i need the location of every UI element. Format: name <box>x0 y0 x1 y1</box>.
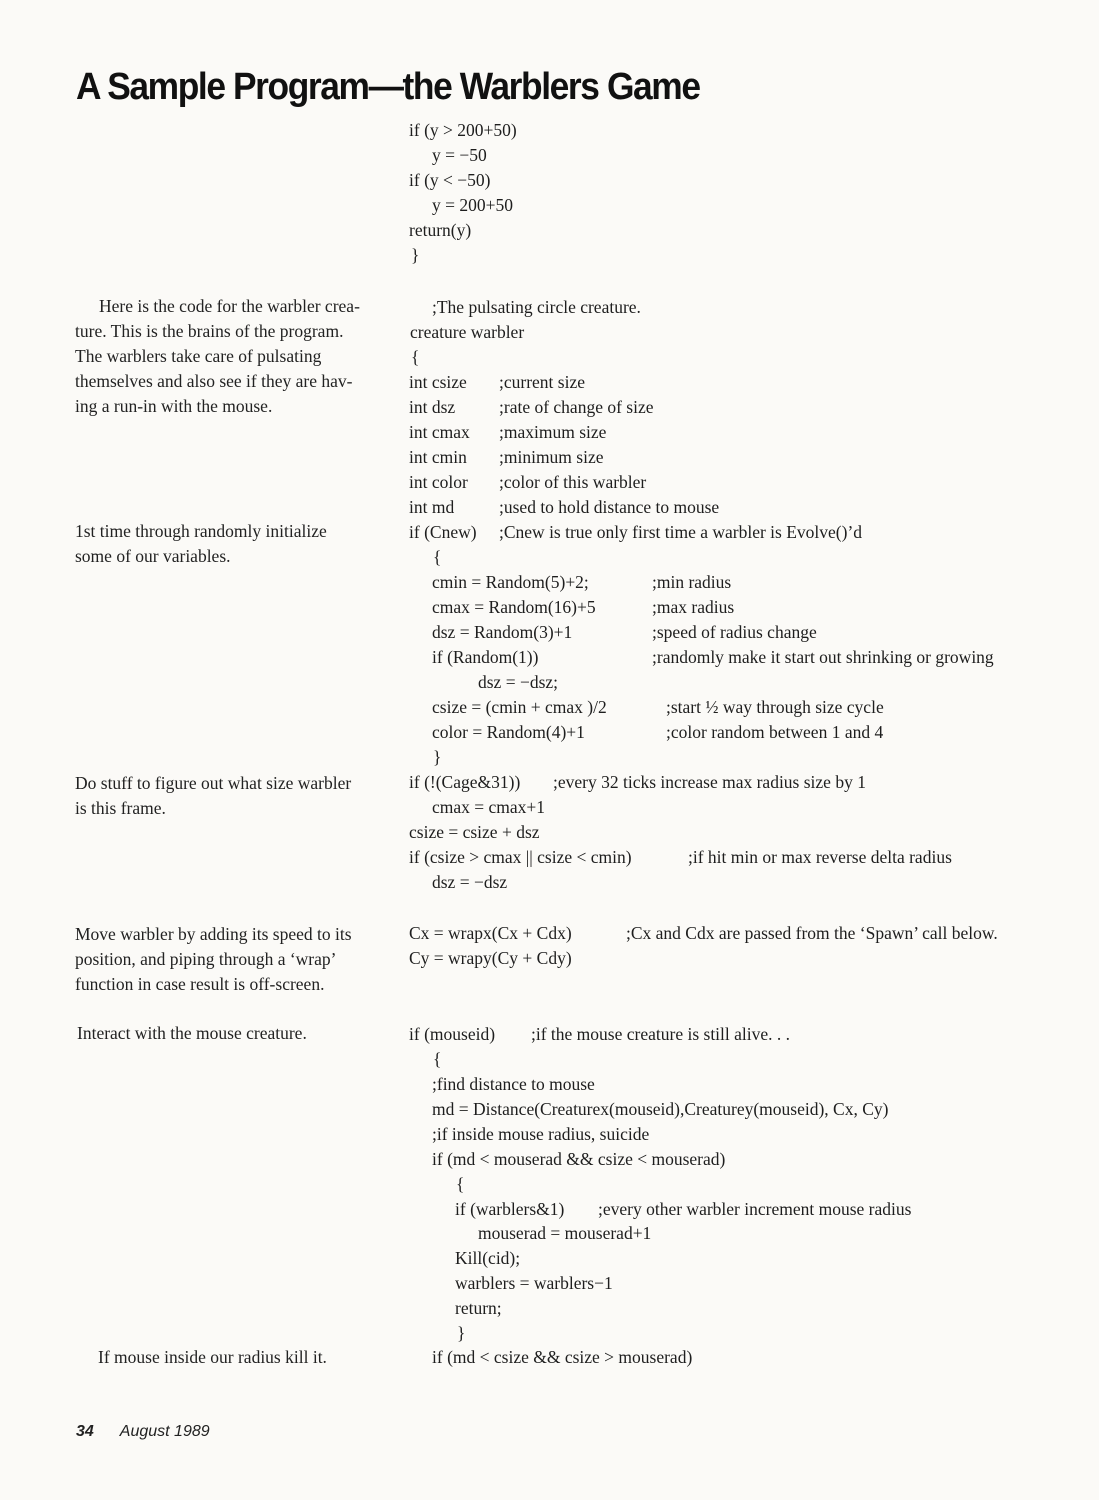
note-line: some of our variables. <box>75 546 231 566</box>
code-line: Cy = wrapy(Cy + Cdy) <box>409 948 572 968</box>
code-line: creature warbler <box>410 322 525 342</box>
note-size <box>75 771 351 821</box>
code-line: if (warblers&1) <box>455 1199 565 1219</box>
code-line: int dsz <box>409 397 456 417</box>
note-line: position, and piping through a ‘wrap’ <box>75 949 337 969</box>
code-line: int cmax <box>409 422 470 442</box>
code-line: } <box>411 245 420 265</box>
code-line: y = 200+50 <box>432 195 513 215</box>
code-comment: ;randomly make it start out shrinking or growing <box>652 647 994 667</box>
code-comment: ;speed of radius change <box>652 622 817 642</box>
note-move <box>75 922 352 997</box>
note-line: Do stuff to figure out what size warbler <box>75 773 352 793</box>
code-line: cmax = Random(16)+5 <box>432 597 596 617</box>
code-line: return; <box>455 1298 502 1318</box>
code-comment: ;used to hold distance to mouse <box>499 497 720 517</box>
code-comment: ;The pulsating circle creature. <box>432 297 641 317</box>
note-intro <box>75 294 360 419</box>
note-line: ture. This is the brains of the program. <box>75 321 344 341</box>
code-comment: ;minimum size <box>499 447 604 467</box>
note-init <box>75 519 327 569</box>
code-comment: ;if the mouse creature is still alive. . . <box>531 1024 791 1044</box>
code-line: if (y > 200+50) <box>409 120 517 140</box>
code-line: { <box>411 347 420 367</box>
note-line: themselves and also see if they are hav- <box>75 371 353 391</box>
code-line: } <box>457 1323 466 1343</box>
code-comment: ;Cx and Cdx are passed from the ‘Spawn’ call below. <box>626 923 998 943</box>
code-line: md = Distance(Creaturex(mouseid),Creaturey(mouseid), Cx, Cy) <box>432 1099 889 1119</box>
code-line: csize = csize + dsz <box>409 822 540 842</box>
page-footer <box>76 1423 210 1441</box>
code-comment: ;max radius <box>652 597 735 617</box>
code-comment: ;if inside mouse radius, suicide <box>432 1124 650 1144</box>
code-line: { <box>433 1049 442 1069</box>
code-comment: ;if hit min or max reverse delta radius <box>688 847 952 867</box>
code-line: mouserad = mouserad+1 <box>478 1223 652 1243</box>
note-line: Move warbler by adding its speed to its <box>75 924 352 944</box>
code-line: int csize <box>409 372 467 392</box>
code-comment: ;color of this warbler <box>499 472 647 492</box>
note-line: function in case result is off-screen. <box>75 974 325 994</box>
note-line: 1st time through randomly initialize <box>75 521 327 541</box>
code-comment: ;every other warbler increment mouse radius <box>598 1199 912 1219</box>
code-line: dsz = −dsz <box>432 872 508 892</box>
code-comment: ;start ½ way through size cycle <box>666 697 884 717</box>
code-line: { <box>456 1174 465 1194</box>
code-line: cmin = Random(5)+2; <box>432 572 589 592</box>
code-comment: ;Cnew is true only first time a warbler is Evolve()’d <box>499 522 863 542</box>
code-line: color = Random(4)+1 <box>432 722 585 742</box>
note-line: Interact with the mouse creature. <box>77 1023 307 1043</box>
note-line: The warblers take care of pulsating <box>75 346 322 366</box>
code-comment: ;color random between 1 and 4 <box>666 722 884 742</box>
note-kill <box>98 1345 327 1370</box>
code-line: y = −50 <box>432 145 487 165</box>
note-line: ing a run-in with the mouse. <box>75 396 273 416</box>
note-mouse <box>77 1021 307 1046</box>
code-line: dsz = Random(3)+1 <box>432 622 573 642</box>
code-line: int color <box>409 472 468 492</box>
code-line: if (md < mouserad && csize < mouserad) <box>432 1149 726 1169</box>
code-line: Cx = wrapx(Cx + Cdx) <box>409 923 572 943</box>
note-line: If mouse inside our radius kill it. <box>98 1347 327 1367</box>
code-line: cmax = cmax+1 <box>432 797 546 817</box>
code-comment: ;maximum size <box>499 422 607 442</box>
code-line: if (Cnew) <box>409 522 477 542</box>
code-line: if (y < −50) <box>409 170 491 190</box>
page-number: 34 <box>76 1423 94 1440</box>
issue-date: August 1989 <box>119 1423 210 1440</box>
code-line: int md <box>409 497 455 517</box>
code-line: if (mouseid) <box>409 1024 496 1044</box>
code-line: csize = (cmin + cmax )/2 <box>432 697 607 717</box>
code-comment: ;find distance to mouse <box>432 1074 595 1094</box>
code-comment: ;rate of change of size <box>499 397 654 417</box>
note-line: Here is the code for the warbler crea- <box>99 296 360 316</box>
code-line: warblers = warblers−1 <box>455 1273 613 1293</box>
note-line: is this frame. <box>75 798 166 818</box>
code-comment: ;every 32 ticks increase max radius size by 1 <box>553 772 866 792</box>
code-line: if (csize > cmax || csize < cmin) <box>409 847 632 867</box>
page-title: A Sample Program—the Warblers Game <box>76 66 700 108</box>
code-line: } <box>433 747 442 767</box>
code-comment: ;current size <box>499 372 585 392</box>
code-line: { <box>433 547 442 567</box>
code-comment: ;min radius <box>652 572 732 592</box>
code-line: int cmin <box>409 447 467 467</box>
code-line: if (!(Cage&31)) <box>409 772 521 792</box>
code-line: return(y) <box>409 220 472 240</box>
code-line: if (Random(1)) <box>432 647 539 667</box>
code-line: if (md < csize && csize > mouserad) <box>432 1347 693 1367</box>
code-line: dsz = −dsz; <box>478 672 559 692</box>
code-line: Kill(cid); <box>455 1248 521 1268</box>
